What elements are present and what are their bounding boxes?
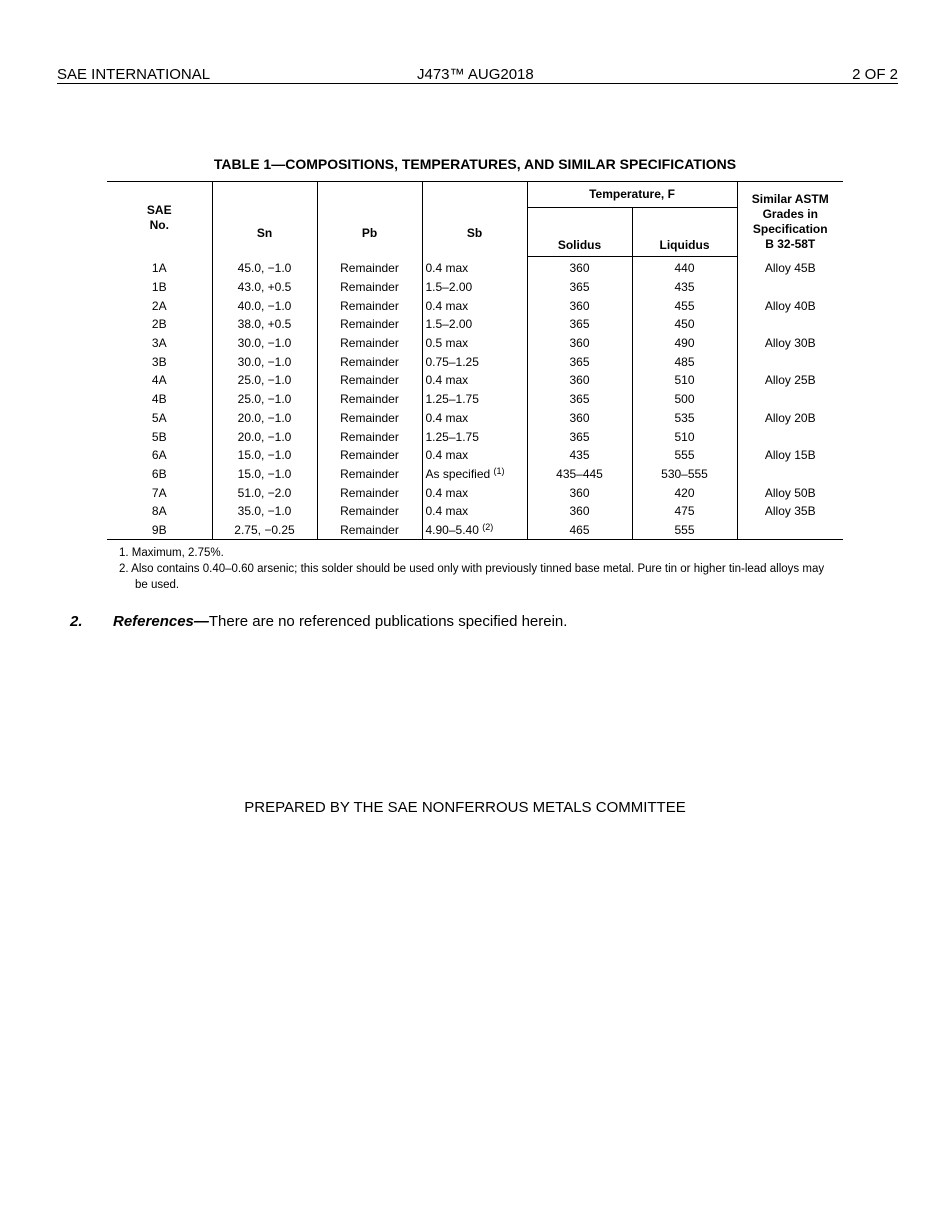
cell-sae: 4B: [151, 392, 167, 407]
table-row: [107, 296, 843, 315]
cell-pb: Remainder: [317, 427, 422, 446]
cell-sae: 6A: [151, 448, 167, 463]
cell-sn: 38.0, +0.5: [212, 315, 317, 334]
cell-sb-value: 0.4 max: [425, 261, 469, 276]
cell-solidus: 365: [527, 352, 632, 371]
table-row: [107, 390, 843, 409]
cell-sae: 3A: [151, 336, 167, 351]
cell-pb: Remainder: [317, 278, 422, 297]
cell-sb-value: 0.75–1.25: [425, 354, 479, 369]
table-row: [107, 334, 843, 353]
cell-sae: 9B: [151, 522, 167, 537]
cell-astm: Alloy 40B: [737, 296, 843, 315]
cell-liquidus: 475: [632, 502, 737, 521]
cell-pb: Remainder: [317, 446, 422, 465]
header-astm-line3: Specification: [752, 221, 828, 236]
cell-astm: Alloy 25B: [737, 371, 843, 390]
cell-liquidus: 555: [632, 446, 737, 465]
cell-pb: Remainder: [317, 502, 422, 521]
cell-astm: [737, 390, 843, 409]
cell-solidus: 360: [527, 334, 632, 353]
cell-sb-value: 4.90–5.40: [425, 522, 479, 537]
cell-sb: [422, 427, 527, 446]
cell-sn: 43.0, +0.5: [212, 278, 317, 297]
cell-sb-value: 0.4 max: [425, 298, 469, 313]
cell-solidus: 360: [527, 502, 632, 521]
cell-astm: Alloy 50B: [737, 483, 843, 502]
header-astm-line4: B 32-58T: [765, 236, 816, 251]
table-row: [107, 502, 843, 521]
cell-sb: [422, 502, 527, 521]
cell-sae: 8A: [151, 504, 167, 519]
table-note-2: 2. Also contains 0.40–0.60 arsenic; this solder should be used only with previously tinned base metal. Pure tin or higher tin-lead alloys may be used.: [119, 563, 825, 591]
cell-pb: Remainder: [317, 483, 422, 502]
cell-sn: 15.0, −1.0: [212, 446, 317, 465]
cell-sb-value: 0.4 max: [425, 410, 469, 425]
table-title: TABLE 1—COMPOSITIONS, TEMPERATURES, AND SIMILAR SPECIFICATIONS: [213, 156, 737, 172]
table-row: [107, 371, 843, 390]
cell-astm: Alloy 30B: [737, 334, 843, 353]
cell-sae: 5B: [151, 429, 167, 444]
header-solidus: Solidus: [527, 208, 632, 257]
section-title: References—: [113, 613, 209, 630]
header-temperature: Temperature, F: [527, 182, 737, 208]
cell-sb: [422, 521, 527, 540]
cell-sb-value: 0.4 max: [425, 504, 469, 519]
cell-liquidus: 510: [632, 427, 737, 446]
cell-sb-value: 0.4 max: [425, 373, 469, 388]
cell-liquidus: 510: [632, 371, 737, 390]
table-row: [107, 521, 843, 540]
cell-sb: [422, 409, 527, 428]
header-sn: Sn: [212, 182, 317, 257]
cell-solidus: 360: [527, 296, 632, 315]
cell-sn: 40.0, −1.0: [212, 296, 317, 315]
table-row: [107, 483, 843, 502]
table-row: [107, 446, 843, 465]
cell-astm: Alloy 15B: [737, 446, 843, 465]
table-row: [107, 257, 843, 278]
cell-sn: 20.0, −1.0: [212, 427, 317, 446]
header-astm-line1: Similar ASTM: [751, 191, 829, 206]
cell-astm: Alloy 35B: [737, 502, 843, 521]
cell-sb: [422, 352, 527, 371]
cell-sn: 45.0, −1.0: [212, 257, 317, 278]
footnote-marker: (1): [493, 465, 505, 476]
cell-pb: Remainder: [317, 521, 422, 540]
header-pb: Pb: [317, 182, 422, 257]
cell-sn: 2.75, −0.25: [212, 521, 317, 540]
cell-sb-value: 1.5–2.00: [425, 317, 473, 332]
cell-liquidus: 455: [632, 296, 737, 315]
cell-sn: 35.0, −1.0: [212, 502, 317, 521]
header-sae-line1: SAE: [146, 202, 172, 217]
cell-astm: [737, 465, 843, 484]
table-note-1: 1. Maximum, 2.75%.: [119, 547, 224, 559]
cell-sb: [422, 257, 527, 278]
cell-liquidus: 440: [632, 257, 737, 278]
cell-sae: 7A: [151, 485, 167, 500]
cell-solidus: 365: [527, 427, 632, 446]
cell-sn: 30.0, −1.0: [212, 334, 317, 353]
cell-pb: Remainder: [317, 409, 422, 428]
cell-sn: 20.0, −1.0: [212, 409, 317, 428]
cell-liquidus: 485: [632, 352, 737, 371]
cell-pb: Remainder: [317, 465, 422, 484]
cell-pb: Remainder: [317, 334, 422, 353]
cell-sb: [422, 483, 527, 502]
header-organization: SAE INTERNATIONAL: [57, 66, 211, 83]
cell-sb: [422, 446, 527, 465]
footnote-marker: (2): [482, 521, 494, 532]
cell-liquidus: 535: [632, 409, 737, 428]
cell-solidus: 365: [527, 315, 632, 334]
cell-pb: Remainder: [317, 315, 422, 334]
header-sb: Sb: [422, 182, 527, 257]
cell-astm: [737, 315, 843, 334]
header-liquidus: Liquidus: [632, 208, 737, 257]
cell-sb-value: 0.5 max: [425, 336, 469, 351]
cell-sae: 3B: [151, 354, 167, 369]
table-body: [107, 257, 843, 540]
cell-pb: Remainder: [317, 257, 422, 278]
cell-astm: [737, 521, 843, 540]
prepared-by: PREPARED BY THE SAE NONFERROUS METALS COMMITTEE: [244, 799, 686, 816]
cell-sae: 4A: [151, 373, 167, 388]
page-header: [57, 66, 898, 84]
cell-sn: 30.0, −1.0: [212, 352, 317, 371]
header-astm: [737, 182, 843, 257]
composition-table: [107, 181, 843, 540]
cell-liquidus: 530–555: [632, 465, 737, 484]
cell-sb-value: 0.4 max: [425, 448, 469, 463]
cell-solidus: 365: [527, 278, 632, 297]
cell-astm: [737, 427, 843, 446]
cell-sb: [422, 278, 527, 297]
table-row: [107, 465, 843, 484]
cell-liquidus: 555: [632, 521, 737, 540]
header-page-number: 2 OF 2: [852, 66, 898, 83]
table-row: [107, 352, 843, 371]
cell-sb: [422, 465, 527, 484]
cell-sb: [422, 371, 527, 390]
cell-sae: 6B: [151, 466, 167, 481]
table-row: [107, 278, 843, 297]
cell-pb: Remainder: [317, 296, 422, 315]
cell-astm: Alloy 45B: [737, 257, 843, 278]
cell-sn: 25.0, −1.0: [212, 371, 317, 390]
cell-sb-value: 1.5–2.00: [425, 280, 473, 295]
table-notes: [107, 545, 827, 593]
table-row: [107, 409, 843, 428]
cell-sn: 15.0, −1.0: [212, 465, 317, 484]
cell-sae: 2B: [151, 317, 167, 332]
cell-sb: [422, 315, 527, 334]
cell-sn: 51.0, −2.0: [212, 483, 317, 502]
cell-liquidus: 490: [632, 334, 737, 353]
cell-sn: 25.0, −1.0: [212, 390, 317, 409]
cell-sb: [422, 390, 527, 409]
cell-solidus: 365: [527, 390, 632, 409]
cell-solidus: 360: [527, 257, 632, 278]
cell-sae: 2A: [151, 298, 167, 313]
cell-sb-value: 1.25–1.75: [425, 429, 479, 444]
cell-pb: Remainder: [317, 352, 422, 371]
cell-liquidus: 420: [632, 483, 737, 502]
section-references: [70, 613, 567, 630]
section-text: There are no referenced publications specified herein.: [208, 613, 568, 630]
header-sae-no: [107, 182, 212, 257]
cell-astm: Alloy 20B: [737, 409, 843, 428]
cell-liquidus: 435: [632, 278, 737, 297]
cell-sb: [422, 296, 527, 315]
cell-sb: [422, 334, 527, 353]
cell-solidus: 360: [527, 409, 632, 428]
cell-solidus: 360: [527, 483, 632, 502]
cell-sb-value: 1.25–1.75: [425, 392, 479, 407]
header-document-id: J473™ AUG2018: [417, 66, 534, 83]
cell-sb-value: 0.4 max: [425, 485, 469, 500]
header-astm-line2: Grades in: [762, 206, 818, 221]
cell-solidus: 435: [527, 446, 632, 465]
cell-pb: Remainder: [317, 390, 422, 409]
cell-liquidus: 450: [632, 315, 737, 334]
cell-sae: 5A: [151, 410, 167, 425]
table-row: [107, 427, 843, 446]
cell-pb: Remainder: [317, 371, 422, 390]
cell-solidus: 435–445: [527, 465, 632, 484]
cell-astm: [737, 352, 843, 371]
table-row: [107, 315, 843, 334]
cell-sae: 1A: [151, 261, 167, 276]
cell-liquidus: 500: [632, 390, 737, 409]
cell-sae: 1B: [151, 280, 167, 295]
section-number: 2.: [70, 613, 83, 630]
cell-solidus: 465: [527, 521, 632, 540]
cell-sb-value: As specified: [425, 466, 491, 481]
header-sae-line2: No.: [149, 217, 169, 232]
cell-solidus: 360: [527, 371, 632, 390]
cell-astm: [737, 278, 843, 297]
